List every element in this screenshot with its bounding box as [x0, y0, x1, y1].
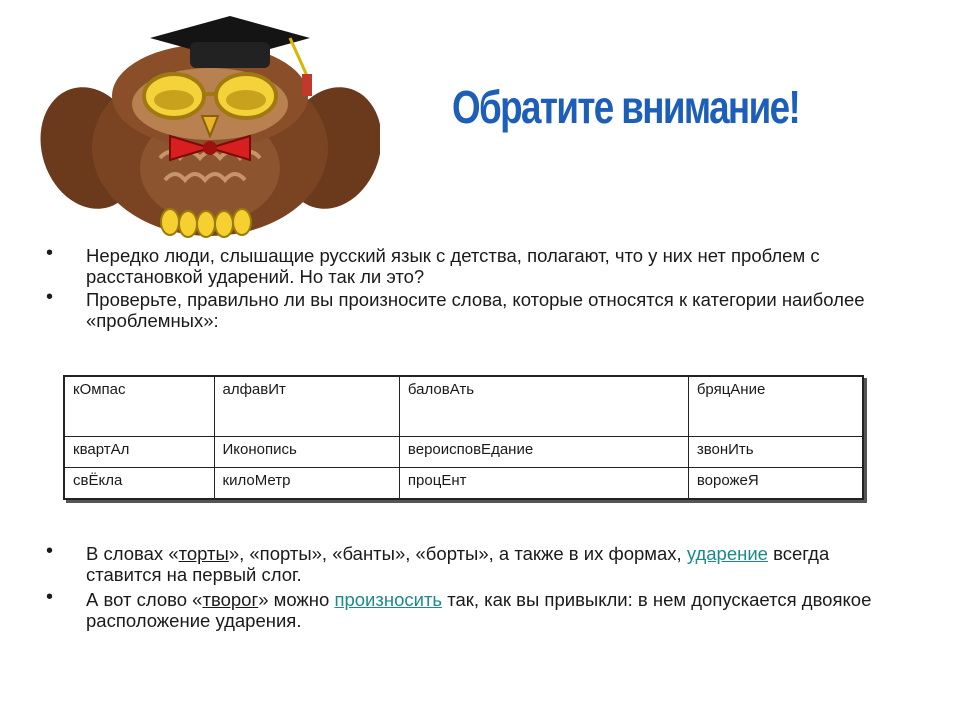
- stress-words-table: [63, 375, 864, 500]
- owl-illustration: [40, 8, 380, 238]
- list-item: [40, 286, 900, 331]
- table-cell: звонИть: [688, 437, 863, 468]
- table-cell: Иконопись: [214, 437, 399, 468]
- bullet-icon: •: [46, 286, 54, 308]
- table-cell: свЁкла: [64, 468, 214, 500]
- table-cell: квартАл: [64, 437, 214, 468]
- link-udarenie[interactable]: ударение: [686, 543, 768, 564]
- table-cell: кОмпас: [64, 376, 214, 437]
- note-text: В словах «торты», «порты», «банты», «борты», а также в их формах, ударение всегда ставится на первый слог.: [86, 543, 830, 585]
- table-row: [64, 376, 863, 437]
- table-cell: баловАть: [399, 376, 688, 437]
- table-cell: вероисповЕдание: [399, 437, 688, 468]
- list-item: [40, 540, 900, 585]
- note-text: А вот слово «творог» можно произносить так, как вы привыкли: в нем допускается двоякое расположение ударения.: [86, 589, 872, 631]
- list-item-text: Проверьте, правильно ли вы произносите слова, которые относятся к категории наиболее «проблемных»:: [86, 289, 865, 331]
- bullet-icon: •: [46, 586, 54, 608]
- table-cell: ворожеЯ: [688, 468, 863, 500]
- table-row: [64, 437, 863, 468]
- bullet-icon: •: [46, 540, 54, 562]
- table-cell: килоМетр: [214, 468, 399, 500]
- list-item: [40, 242, 900, 287]
- table-cell: процЕнт: [399, 468, 688, 500]
- intro-list: [40, 242, 900, 333]
- table-cell: алфавИт: [214, 376, 399, 437]
- page-title: Обратите внимание!: [452, 81, 800, 133]
- notes-list: [40, 540, 900, 635]
- table-cell: бряцАние: [688, 376, 863, 437]
- underlined-word-torty: торты: [178, 543, 229, 564]
- underlined-word-tvorog: творог: [202, 589, 259, 610]
- link-proiznosit[interactable]: произносить: [334, 589, 443, 610]
- bullet-icon: •: [46, 242, 54, 264]
- table-row: [64, 468, 863, 500]
- list-item-text: Нередко люди, слышащие русский язык с детства, полагают, что у них нет проблем с расстановкой ударений. Но так ли это?: [86, 245, 820, 287]
- list-item: [40, 586, 900, 631]
